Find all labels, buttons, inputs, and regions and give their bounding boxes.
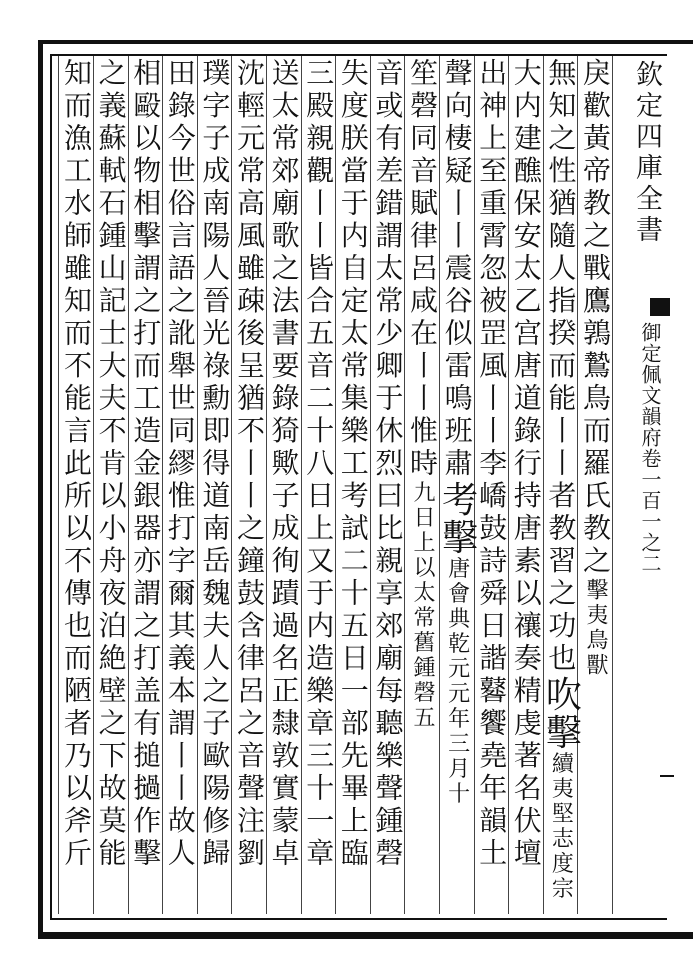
margin-title: 欽定四庫全書	[631, 60, 662, 246]
column-rule	[404, 56, 405, 914]
body-text: 之義蘇軾石鍾山記士大夫不肯以小舟夜泊絶壁之下故莫能	[94, 58, 128, 871]
column-rule	[93, 56, 94, 914]
column-rule	[508, 56, 509, 914]
column-rule	[335, 56, 336, 914]
column-rule	[439, 56, 440, 914]
body-text: 田錄今世俗言語之訛舉世同繆惟打字爾其義本謂丨丨故人	[163, 58, 197, 871]
text-column	[336, 58, 369, 910]
body-text: 沈輕元常高風雖疎後呈猶不丨丨之鐘鼓含律呂之音聲注劉	[232, 58, 266, 871]
body-text: 失度朕當于内自定太常集樂工考試二十五日一部先畢上臨	[336, 58, 370, 871]
body-text: 無知之性猶隨人指揆而能丨丨者教習之功也	[544, 58, 578, 676]
headword: 考擊	[436, 480, 478, 557]
annotation-text: 唐會典乾元元年三月十	[444, 556, 470, 807]
text-column	[371, 58, 404, 910]
column-rule	[231, 56, 232, 914]
annotation-text: 續夷堅志度宗	[548, 751, 574, 902]
text-column	[198, 58, 231, 910]
column-rule	[370, 56, 371, 914]
body-text: 知而漁工水師雖知而不能言此所以不傳也而陋者乃以斧斤	[59, 58, 93, 871]
body-text: 戾歡黃帝教之戰鷹鶉鷙鳥而羅氏教之	[578, 58, 612, 578]
column-rule	[266, 56, 267, 914]
column-rule	[58, 56, 59, 914]
margin-volume: 御定佩文韻府卷一百一之二	[638, 322, 662, 574]
body-text: 相毆以物相擊謂之打而工造金銀器亦謂之打盖有搥撾作擊	[129, 58, 163, 871]
text-column	[405, 58, 438, 910]
text-column	[267, 58, 300, 910]
body-text: 出神上至重霄忽被罡風丨丨李嶠鼓詩舜日諧鼛饗堯年韻土	[475, 58, 509, 871]
text-column	[436, 58, 478, 910]
text-column	[163, 58, 196, 910]
body-text: 聲向棲疑丨丨震谷似雷鳴班肅	[440, 58, 474, 481]
text-column	[578, 58, 611, 910]
text-column	[475, 58, 508, 910]
text-column	[129, 58, 162, 910]
annotation-text: 擊夷鳥獸	[582, 578, 608, 678]
body-text: 送太常郊廟歌之法書要錄猗歟子成徇蹟過名正隸敦實蒙卓	[267, 58, 301, 871]
margin-rule	[660, 775, 674, 777]
annotation-text: 九日上以太常舊鍾磬五	[409, 480, 435, 731]
column-rule	[301, 56, 302, 914]
body-text: 笙磬同音賦律呂咸在丨丨惟時	[405, 58, 439, 481]
body-text: 璞字子成南陽人晉光祿勳即得道南岳魏夫人之子歐陽修歸	[198, 58, 232, 871]
headword: 吹擊	[540, 675, 582, 752]
column-rule	[128, 56, 129, 914]
text-column	[540, 58, 582, 910]
column-rule	[197, 56, 198, 914]
text-column	[94, 58, 127, 910]
column-rule	[162, 56, 163, 914]
text-column	[232, 58, 265, 910]
column-rule	[577, 56, 578, 914]
body-text: 大内建醮保安太乙宫唐道錄行持唐素以禳奏精虔著名伏壇	[509, 58, 543, 871]
column-rule	[612, 56, 613, 914]
body-text: 音或有差錯謂太常少卿于休烈曰比親享郊廟每聽樂聲鍾磬	[371, 58, 405, 871]
fishtail-mark	[650, 298, 670, 316]
text-column	[59, 58, 92, 910]
text-column	[509, 58, 542, 910]
text-column	[302, 58, 335, 910]
body-text: 三殿親觀丨丨皆合五音二十八日上又于内造樂章三十一章	[302, 58, 336, 871]
column-rule	[543, 56, 544, 914]
